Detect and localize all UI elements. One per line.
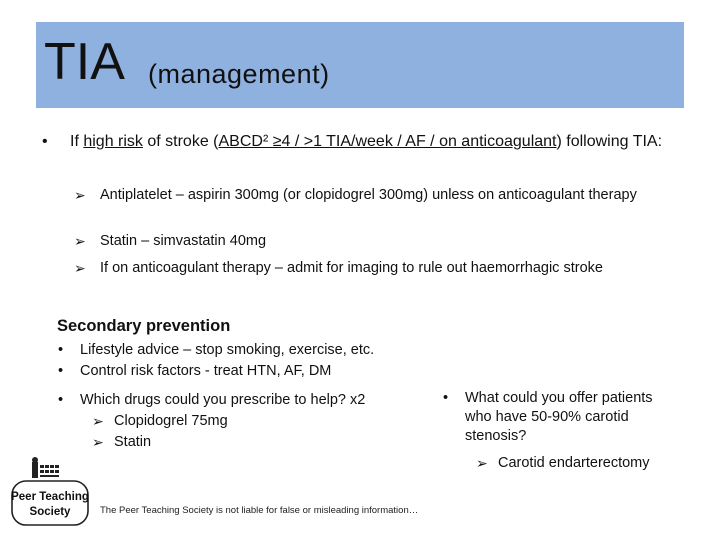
- page-title: TIA: [44, 33, 125, 91]
- answer-item: ➢ Carotid endarterectomy: [476, 455, 650, 471]
- arrow-bullet-icon: ➢: [92, 413, 104, 429]
- bullet-icon: •: [443, 390, 449, 406]
- bullet-icon: •: [58, 342, 64, 358]
- management-item: ➢ If on anticoagulant therapy – admit for imaging to rule out haemorrhagic stroke: [74, 260, 603, 276]
- title-bar: [36, 22, 684, 108]
- arrow-bullet-icon: ➢: [74, 187, 86, 203]
- high-risk-text: high risk: [83, 133, 143, 150]
- svg-text:Peer Teaching: Peer Teaching: [11, 491, 89, 503]
- secondary-item: • Lifestyle advice – stop smoking, exercise, etc.: [58, 342, 375, 358]
- svg-text:Society: Society: [29, 506, 71, 518]
- answer-item: ➢ Clopidogrel 75mg: [92, 413, 228, 429]
- question-drugs: • Which drugs could you prescribe to help? x2: [58, 392, 366, 408]
- page-subtitle: (management): [148, 59, 330, 89]
- question-stenosis: • What could you offer patients who have 50-90% carotid stenosis?: [443, 390, 653, 444]
- high-risk-bullet: • If high risk of stroke (ABCD² ≥4 / >1 TIA/week / AF / on anticoagulant) following TIA:: [42, 133, 663, 150]
- bullet-icon: •: [58, 392, 64, 408]
- bullet-icon: •: [42, 133, 48, 150]
- answer-item: ➢ Statin: [92, 434, 152, 450]
- bullet-icon: •: [58, 363, 64, 379]
- management-item: ➢ Antiplatelet – aspirin 300mg (or clopidogrel 300mg) unless on anticoagulant therapy: [74, 187, 637, 203]
- arrow-bullet-icon: ➢: [74, 260, 86, 276]
- criteria-text: ABCD² ≥4 / >1 TIA/week / AF / on anticoagulant: [218, 133, 557, 150]
- peer-teaching-society-logo: [10, 456, 90, 528]
- arrow-bullet-icon: ➢: [476, 455, 488, 471]
- management-item: ➢ Statin – simvastatin 40mg: [74, 233, 267, 249]
- secondary-prevention-title: Secondary prevention: [57, 317, 231, 335]
- secondary-item: • Control risk factors - treat HTN, AF, DM: [58, 363, 332, 379]
- arrow-bullet-icon: ➢: [74, 233, 86, 249]
- footer-disclaimer: The Peer Teaching Society is not liable for false or misleading information…: [100, 505, 419, 516]
- arrow-bullet-icon: ➢: [92, 434, 104, 450]
- logo-icon: [10, 456, 90, 528]
